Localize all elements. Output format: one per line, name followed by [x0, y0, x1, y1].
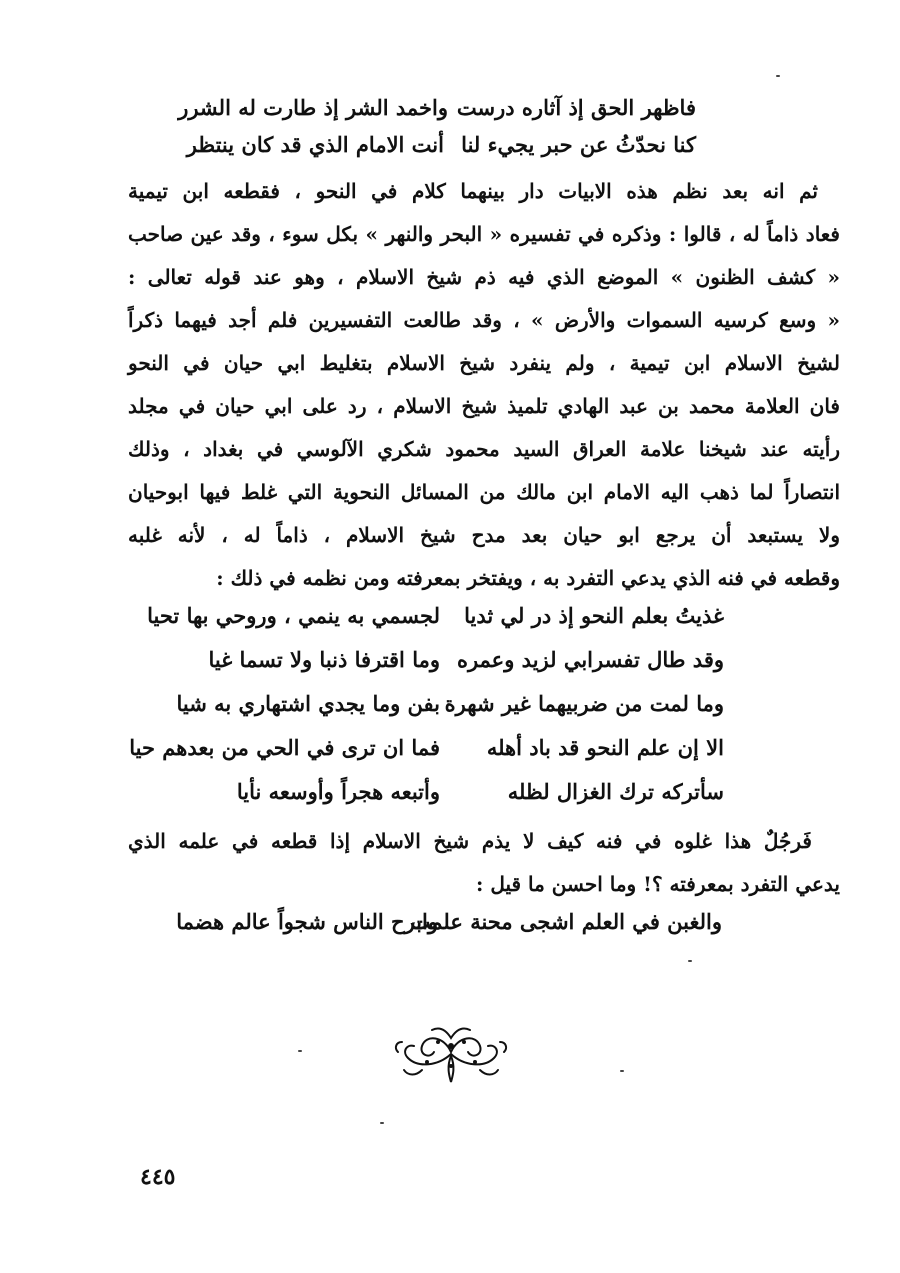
poem-verse: [129, 733, 724, 763]
verse-second-hemistich: وأتبعه هجراً وأوسعه نأيا: [236, 779, 440, 804]
verse-first-hemistich: الا إن علم النحو قد باد أهله: [486, 735, 724, 760]
verse-first-hemistich: والغبن في العلم اشجى محنة علمت: [410, 909, 722, 934]
scan-speck: [380, 1122, 384, 1124]
verse-second-hemistich: وابرح الناس شجواً عالم هضما: [176, 909, 438, 934]
verse-first-hemistich: كنا نحدّثُ عن حبر يجيء لنا: [461, 132, 696, 157]
scan-speck: [776, 75, 780, 77]
prose-paragraph: [128, 170, 840, 600]
text-line: ثم انه بعد نظم هذه الابيات دار بينهما كلام في النحو ، فقطعه ابن تيمية: [128, 179, 818, 203]
poem-verse: [170, 689, 724, 719]
poem-verse: [147, 601, 724, 631]
verse-second-hemistich: لجسمي به ينمي ، وروحي بها تحيا: [147, 603, 440, 628]
verse-second-hemistich: بفن وما يجدي اشتهاري به شيا: [176, 691, 440, 716]
text-line: فَرجُلٌ هذا غلوه في فنه كيف لا يذم شيخ الاسلام إذا قطعه في علمه الذي: [128, 829, 812, 853]
scan-speck: [298, 1050, 302, 1052]
poem-verse: [186, 130, 696, 160]
scan-speck: [688, 960, 692, 962]
verse-second-hemistich: وما اقترفا ذنبا ولا تسما غيا: [208, 647, 440, 672]
text-line: ولا يستبعد أن يرجع ابو حيان بعد مدح شيخ الاسلام ، ذاماً له ، لأنه غلبه: [128, 523, 840, 547]
text-line: « وسع كرسيه السموات والأرض » ، وقد طالعت التفسيرين فلم أجد فيهما ذكراً: [128, 308, 840, 332]
verse-first-hemistich: فاظهر الحق إذ آثاره درست: [456, 95, 696, 120]
poem-verse: [172, 907, 722, 937]
text-line: انتصاراً لما ذهب اليه الامام ابن مالك من المسائل النحوية التي غلط فيها ابوحيان: [128, 480, 840, 504]
verse-first-hemistich: غذيتُ بعلم النحو إذ در لي ثديا: [464, 603, 724, 628]
text-line: لشيخ الاسلام ابن تيمية ، ولم ينفرد شيخ الاسلام بتغليط ابي حيان في النحو: [128, 351, 840, 375]
text-line: يدعي التفرد بمعرفته ؟! وما احسن ما قيل :: [475, 872, 840, 896]
scan-speck: [620, 1070, 624, 1072]
page-number: ٤٤٥: [140, 1164, 176, 1190]
text-line: وقطعه في فنه الذي يدعي التفرد به ، ويفتخر بمعرفته ومن نظمه في ذلك :: [216, 566, 840, 590]
poem-verse: [170, 777, 724, 807]
poem-verse: [170, 645, 724, 675]
verse-second-hemistich: أنت الامام الذي قد كان ينتظر: [186, 132, 444, 157]
text-line: فان العلامة محمد بن عبد الهادي تلميذ شيخ الاسلام ، رد على ابي حيان في مجلد: [128, 394, 840, 418]
text-line: فعاد ذاماً له ، قالوا : وذكره في تفسيره « البحر والنهر » بكل سوء ، وقد عين صاحب: [128, 222, 840, 246]
poem-verse: [178, 93, 696, 123]
verse-first-hemistich: سأتركه ترك الغزال لظله: [507, 779, 724, 804]
verse-first-hemistich: وما لمت من ضربيهما غير شهرة: [444, 691, 724, 716]
floral-fleuron-icon: [392, 1022, 510, 1086]
text-line: رأيته عند شيخنا علامة العراق السيد محمود شكري الآلوسي في بغداد ، وذلك: [128, 437, 840, 461]
verse-first-hemistich: وقد طال تفسرابي لزيد وعمره: [456, 647, 724, 672]
verse-second-hemistich: فما ان ترى في الحي من بعدهم حيا: [129, 735, 440, 760]
prose-paragraph: [128, 820, 840, 906]
verse-second-hemistich: واخمد الشر إذ طارت له الشرر: [178, 95, 448, 120]
text-line: « كشف الظنون » الموضع الذي فيه ذم شيخ الاسلام ، وهو عند قوله تعالى :: [128, 265, 840, 289]
